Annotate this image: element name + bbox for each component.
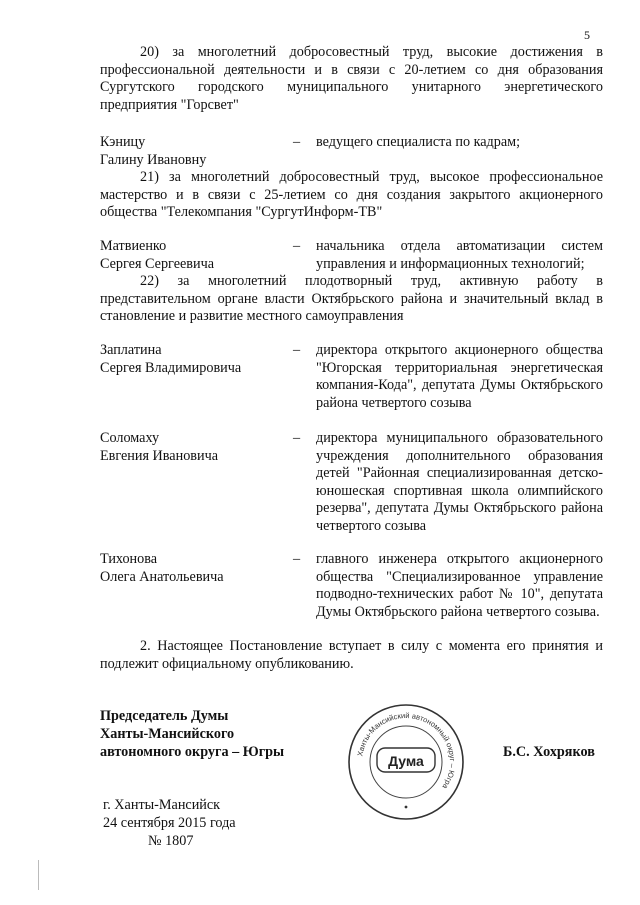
person-4-dash: – bbox=[293, 430, 301, 446]
person-2-position: начальника отдела автоматизации систем управления и информационных технологий; bbox=[316, 238, 603, 272]
paragraph-22: 22) за многолетний плодотворный труд, активную работу в представительном органе власти Октябрьского района и значительный вклад в становление и развитие местного самоуправления bbox=[100, 273, 603, 324]
fold-mark bbox=[38, 860, 39, 890]
person-2-dash: – bbox=[293, 238, 301, 254]
person-4-surname: Соломаху bbox=[100, 430, 160, 446]
signatory-name: Б.С. Хохряков bbox=[503, 744, 595, 760]
person-1-dash: – bbox=[293, 134, 301, 150]
signature-title-line-1: Председатель Думы bbox=[100, 708, 229, 724]
person-1-given-names: Галину Ивановну bbox=[100, 152, 207, 168]
footer-date: 24 сентября 2015 года bbox=[103, 815, 236, 831]
person-4-position: директора муниципального образовательного учреждения дополнительного образования детей "Районная специализированная детско-юношеская спортивная школа олимпийского резерва", депутата Думы Октябрьского района четвертого созыва bbox=[316, 430, 603, 534]
seal-center-text: Дума bbox=[388, 753, 424, 769]
person-3-dash: – bbox=[293, 342, 301, 358]
person-3-given-names: Сергея Владимировича bbox=[100, 360, 242, 376]
paragraph-20: 20) за многолетний добросовестный труд, высокие достижения в профессиональной деятельности и в связи с 20-летием со дня образования Сургутского городского муниципального унитарного энергетического предприятия "Горсвет" bbox=[100, 44, 603, 113]
seal-ring-text: Ханты-Мансийский автономный округ – Югра bbox=[355, 710, 458, 791]
person-2-surname: Матвиенко bbox=[100, 238, 167, 254]
person-2-given-names: Сергея Сергеевича bbox=[100, 256, 215, 272]
document-number: № 1807 bbox=[148, 833, 194, 849]
person-3-surname: Заплатина bbox=[100, 342, 162, 358]
signature-title-line-2: Ханты-Мансийского bbox=[100, 726, 235, 742]
person-5-position: главного инженера открытого акционерного общества "Специализированное управление подводно-технических работ № 10", депутата Думы Октябрьского района четвертого созыва. bbox=[316, 551, 603, 620]
official-seal bbox=[346, 702, 466, 822]
person-3-position: директора открытого акционерного общества "Югорская территориальная энергетическая компания-Кода", депутата Думы Октябрьского района четвертого созыва bbox=[316, 342, 603, 411]
paragraph-21: 21) за многолетний добросовестный труд, высокое профессиональное мастерство и в связи с 25-летием со дня создания закрытого акционерного общества "Телекомпания "СургутИнформ-ТВ" bbox=[100, 169, 603, 220]
person-4-given-names: Евгения Ивановича bbox=[100, 448, 219, 464]
page-number: 5 bbox=[584, 28, 590, 42]
footer-city: г. Ханты-Мансийск bbox=[103, 797, 221, 813]
person-1-surname: Кэницу bbox=[100, 134, 146, 150]
person-5-dash: – bbox=[293, 551, 301, 567]
person-1-position: ведущего специалиста по кадрам; bbox=[316, 134, 521, 150]
person-5-given-names: Олега Анатольевича bbox=[100, 569, 224, 585]
signature-title-line-3: автономного округа – Югры bbox=[100, 744, 285, 760]
person-5-surname: Тихонова bbox=[100, 551, 158, 567]
clause-2: 2. Настоящее Постановление вступает в силу с момента его принятия и подлежит официальному опубликованию. bbox=[100, 638, 603, 672]
